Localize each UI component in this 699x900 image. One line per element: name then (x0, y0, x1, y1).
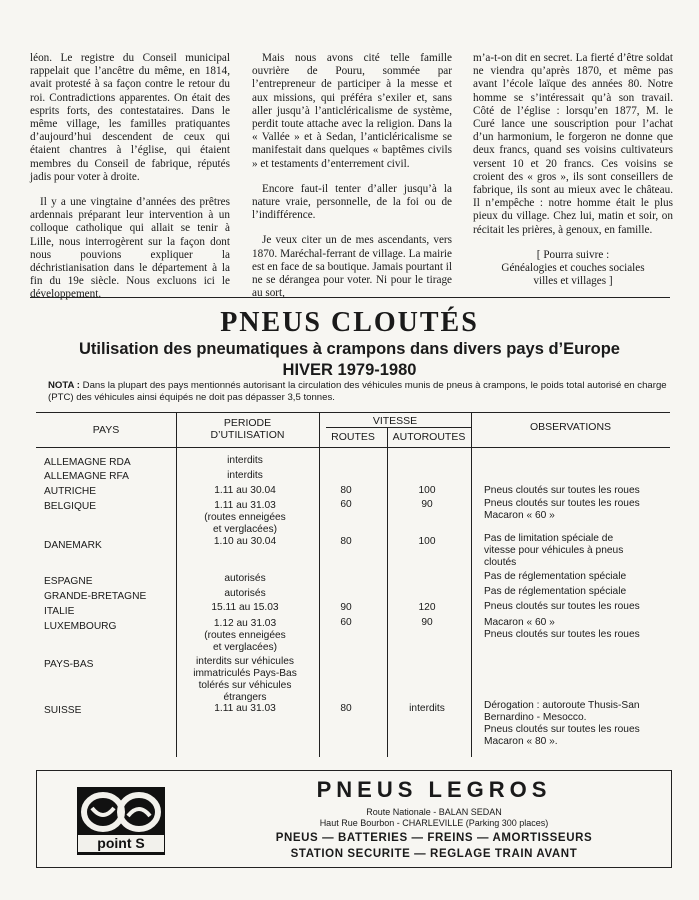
table-cell-observations: Pneus cloutés sur toutes les roues (484, 601, 640, 612)
table-cell-observations: Bernardino - Mesocco. (484, 712, 587, 723)
nota-label: NOTA : (48, 380, 80, 391)
table-cell-observations: Pneus cloutés sur toutes les roues (484, 724, 640, 735)
header-vitesse: VITESSE (372, 415, 418, 427)
table-cell-period: autorisés (224, 588, 266, 599)
article-column-3 (473, 52, 673, 288)
table-cell-autoroutes: 90 (421, 617, 433, 628)
table-cell-autoroutes: 100 (418, 485, 436, 496)
table-cell-autoroutes: interdits (409, 703, 445, 714)
table-cell-observations: Macaron « 60 » (484, 617, 555, 628)
table-cell-country: ALLEMAGNE RDA (44, 457, 131, 468)
article-paragraph: Encore faut-il tenter d’aller jusqu’à la nature vraie, personnelle, de la foi ou de l’indifférence. (252, 182, 452, 222)
table-cell-period: interdits (227, 455, 263, 466)
table-cell-observations: cloutés (484, 557, 517, 568)
table-cell-observations: Pneus cloutés sur toutes les roues (484, 485, 640, 496)
table-cell-country: BELGIQUE (44, 501, 97, 512)
table-header-divider (36, 447, 670, 448)
article-paragraph: léon. Le registre du Conseil municipal rappelait que l’ancêtre du même, en 1814, avait protesté à sa façon contre le retour du roi. Contradictions apparentes. On était des esprits forts, des contestataires. Dans le même village, les familles pratiquantes d’aujourd’hui descendent de ceux qui étaient chantres à l’église, qui étaient membres du Conseil de fabrique, réputés jadis pour voter à droite. (30, 52, 230, 183)
studded-tyres-table (36, 412, 670, 757)
table-cell-period: 15.11 au 15.03 (211, 602, 279, 613)
article-paragraph: m’a-t-on dit en secret. La fierté d’être soldat ne viendra qu’après 1870, et même pas avant l’école laïque des années 80. Notre homme se s’intéressait qu’à son travail. Côté de l’église : lorsqu’en 1877, M. le Curé lance une souscription pour l’achat d’un harmonium, le forgeron ne donne que deux francs, quand ses voisins cultivateurs versent 10 et 20 francs. Ces voisins se croient des « gros », ils sont conseillers de fabrique, ils sont au mieux avec le château. Il n’empêche : notre homme était le plus pieux du village. Chez lui, matin et soir, on récitait les prières, à genoux, en famille. (473, 52, 673, 236)
header-utilisation: D’UTILISATION (210, 429, 285, 441)
article-column-2 (252, 52, 452, 312)
table-cell-country: ITALIE (44, 606, 75, 617)
table-cell-routes: 60 (340, 499, 352, 510)
table-cell-observations: Dérogation : autoroute Thusis-San (484, 700, 640, 711)
table-cell-period: immatriculés Pays-Bas (193, 668, 297, 679)
table-cell-observations: Macaron « 60 » (484, 510, 555, 521)
header-routes: ROUTES (331, 431, 375, 443)
table-cell-country: SUISSE (44, 705, 82, 716)
article-source-line: villes et villages ] (533, 275, 613, 288)
article-source-line: [ Pourra suivre : (536, 248, 610, 261)
table-cell-period: 1.11 au 30.04 (214, 485, 276, 496)
company-address: Route Nationale - BALAN SEDAN (366, 807, 502, 817)
table-cell-routes: 60 (340, 617, 352, 628)
table-cell-period: 1.11 au 31.03 (214, 703, 276, 714)
logo-text: point S (78, 835, 164, 852)
table-cell-autoroutes: 100 (418, 536, 436, 547)
table-cell-country: LUXEMBOURG (44, 621, 117, 632)
table-cell-observations: Pneus cloutés sur toutes les roues (484, 498, 640, 509)
article-source-line: Généalogies et couches sociales (501, 262, 645, 275)
table-cell-routes: 80 (340, 536, 352, 547)
table-cell-period: autorisés (224, 573, 266, 584)
article-column-1 (30, 52, 230, 314)
vitesse-divider (326, 427, 471, 428)
table-cell-country: AUTRICHE (44, 486, 97, 497)
company-address: Haut Rue Bourbon - CHARLEVILLE (Parking 300 places) (319, 818, 549, 828)
table-cell-observations: Macaron « 80 ». (484, 736, 558, 747)
table-cell-period: et verglacées) (213, 642, 277, 653)
company-services: PNEUS — BATTERIES — FREINS — AMORTISSEURS (275, 832, 593, 844)
table-cell-period: tolérés sur véhicules (198, 680, 292, 691)
table-cell-observations: Pneus cloutés sur toutes les roues (484, 629, 640, 640)
table-cell-period: (routes enneigées (204, 512, 286, 523)
article-paragraph: Je veux citer un de mes ascendants, vers 1870. Maréchal-ferrant de village. La mairie est en face de sa boutique. Jamais pourtant il ne se dérangea pour voter. Ni pour le tirage au sort, (252, 234, 452, 300)
page-subtitle: Utilisation des pneumatiques à crampons dans divers pays d’Europe (79, 340, 620, 358)
header-pays: PAYS (92, 424, 120, 436)
company-services: STATION SECURITE — REGLAGE TRAIN AVANT (290, 848, 578, 860)
article-paragraph: Il y a une vingtaine d’années des prêtres ardennais préparant leur intervention à un colloque catholique qui allait se tenir à Lille, nous interrogèrent sur la façon dont nous pouvions expliquer la déchristianisation dans le département à la fin du 19e siècle. Nous excluons ici le développement. (30, 196, 230, 301)
table-cell-period: 1.12 au 31.03 (213, 618, 277, 629)
table-cell-routes: 80 (340, 485, 352, 496)
table-cell-autoroutes: 90 (421, 499, 433, 510)
table-cell-routes: 80 (340, 703, 352, 714)
advertisement-box (36, 770, 672, 868)
header-observations: OBSERVATIONS (529, 421, 612, 433)
table-cell-observations: Pas de réglementation spéciale (484, 571, 627, 582)
section-divider (30, 297, 670, 298)
table-cell-period: et verglacées) (213, 524, 277, 535)
table-cell-country: GRANDE-BRETAGNE (44, 591, 147, 602)
nota-note (48, 380, 688, 404)
header-autoroutes: AUTOROUTES (392, 431, 466, 443)
table-cell-country: ESPAGNE (44, 576, 93, 587)
header-periode: PERIODE (223, 417, 272, 429)
table-cell-period: interdits sur véhicules (196, 656, 294, 667)
table-cell-country: PAYS-BAS (44, 659, 94, 670)
table-cell-observations: Pas de limitation spéciale de (484, 533, 614, 544)
page-title: PNEUS CLOUTÉS (220, 307, 479, 338)
table-border-top (36, 412, 670, 413)
table-cell-routes: 90 (340, 602, 352, 613)
table-column-divider (471, 412, 472, 757)
table-cell-period: 1.11 au 31.03 (214, 500, 276, 511)
nota-text: Dans la plupart des pays mentionnés autorisant la circulation des véhicules munis de pneus à crampons, le poids total autorisé en charge (PTC) des véhicules ainsi équipés ne doit pas dépasser 3,5 tonnes. (48, 380, 667, 403)
table-cell-period: interdits (227, 470, 263, 481)
table-cell-period: 1.10 au 30.04 (213, 536, 277, 547)
table-cell-country: DANEMARK (44, 540, 102, 551)
point-s-logo (77, 787, 165, 855)
table-cell-observations: vitesse pour véhicules à pneus (484, 545, 624, 556)
article-paragraph: Mais nous avons cité telle famille ouvrière de Pouru, sommée par l’entrepreneur de participer à la messe et aux missions, qui préféra s’exiler et, sans aller jusqu’à l’anticléricalisme de système, perdit toute attache avec la religion. Dans la « Vallée » et à Sedan, l’anticléricalisme se manifestait dans quelques « baptêmes civils » et testaments d’enterrement civil. (252, 52, 452, 170)
season-heading: HIVER 1979-1980 (282, 361, 417, 379)
table-cell-autoroutes: 120 (418, 602, 436, 613)
company-name: PNEUS LEGROS (316, 777, 552, 802)
table-cell-period: étrangers (223, 692, 267, 703)
table-cell-period: (routes enneigées (204, 630, 286, 641)
table-cell-observations: Pas de réglementation spéciale (484, 586, 627, 597)
table-cell-country: ALLEMAGNE RFA (44, 471, 129, 482)
point-s-wheels-icon (78, 788, 164, 836)
